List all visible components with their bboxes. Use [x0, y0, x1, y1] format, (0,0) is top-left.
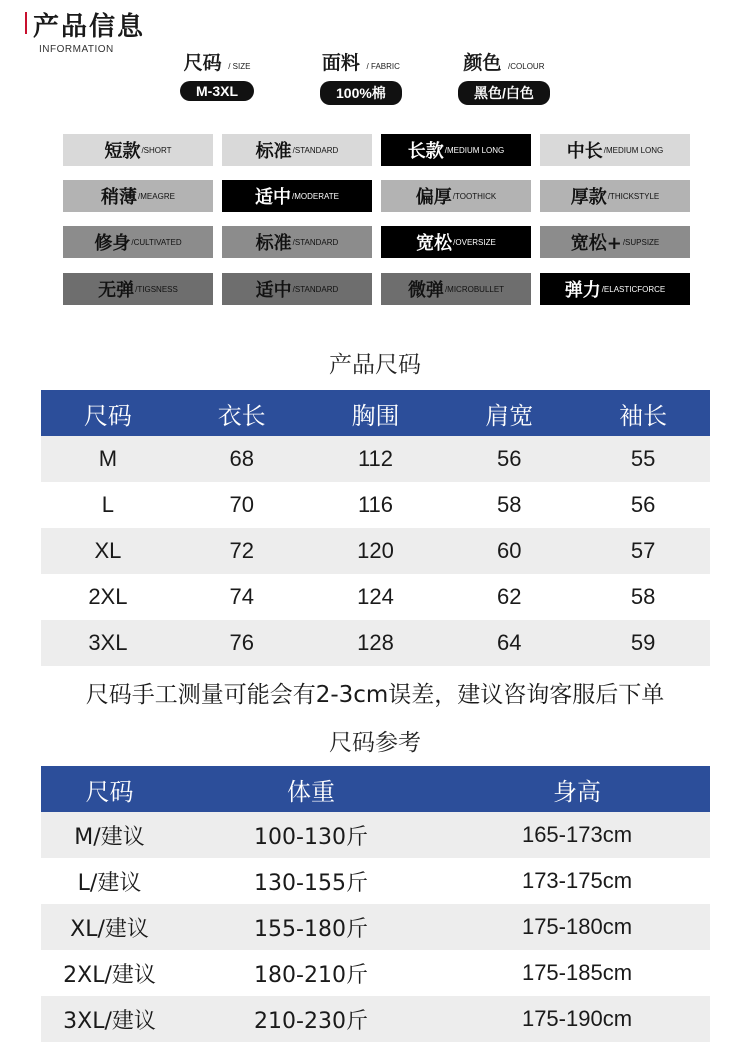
table-cell: 76: [175, 620, 309, 666]
table-cell: XL: [41, 528, 175, 574]
table-cell: 74: [229, 584, 254, 609]
attribute-cell: 长款 /MEDIUM LONG: [381, 134, 531, 166]
spec-fabric: [320, 48, 402, 105]
table-cell: 128: [309, 620, 443, 666]
attribute-cell: 宽松 /OVERSIZE: [381, 226, 531, 258]
table-cell: XL/建议: [41, 904, 178, 950]
spec-size: [180, 48, 254, 101]
table-cell: 210-230斤: [178, 996, 444, 1042]
attribute-cell: 适中 /MODERATE: [222, 180, 372, 212]
table-cell: 112: [309, 436, 443, 482]
attribute-row-thickness: [63, 180, 693, 212]
attribute-cell: 中长 /MEDIUM LONG: [540, 134, 690, 166]
table-cell: 68: [175, 436, 309, 482]
size-table-header-cell: 胸围: [309, 390, 443, 436]
table-row: [41, 950, 710, 996]
attribute-row-fit: [63, 226, 693, 258]
size-table-header-cell: 肩宽: [442, 390, 576, 436]
table-row: [41, 858, 710, 904]
ref-table-title: 尺码参考: [329, 730, 421, 756]
table-cell: 116: [357, 492, 394, 517]
attribute-cell: 标准 /STANDARD: [222, 226, 372, 258]
attribute-cell: 微弹 /MICROBULLET: [381, 273, 531, 305]
table-cell: 100-130斤: [178, 812, 444, 858]
table-cell: 175-190cm: [444, 996, 710, 1042]
attribute-cell: 短款 /SHORT: [63, 134, 213, 166]
size-table-header-cell: 衣长: [175, 390, 309, 436]
attribute-cell: 标准 /STANDARD: [222, 134, 372, 166]
ref-table-header-row: [41, 766, 710, 812]
header-accent-bar: [25, 12, 27, 34]
table-cell: 56: [630, 492, 656, 517]
table-cell: 130-155斤: [254, 870, 368, 896]
table-cell: 58: [630, 584, 656, 609]
size-table-header-cell: 尺码: [41, 390, 175, 436]
table-cell: 72: [175, 528, 309, 574]
table-cell: L/建议: [77, 870, 142, 896]
table-cell: 62: [497, 584, 522, 609]
table-cell: 165-173cm: [444, 812, 710, 858]
table-cell: 180-210斤: [254, 962, 368, 988]
attribute-cell: 偏厚 /TOOTHICK: [381, 180, 531, 212]
attribute-row-length: [63, 134, 693, 166]
table-row: [41, 996, 710, 1042]
table-cell: 3XL/建议: [41, 996, 178, 1042]
attribute-cell: 修身 /CULTIVATED: [63, 226, 213, 258]
table-cell: 175-180cm: [444, 904, 710, 950]
size-table-header-row: [41, 390, 710, 436]
attribute-cell: 厚款 /THICKSTYLE: [540, 180, 690, 212]
ref-table: [41, 766, 710, 1042]
table-cell: 120: [309, 528, 443, 574]
size-table-header-cell: 袖长: [576, 390, 710, 436]
table-cell: 155-180斤: [178, 904, 444, 950]
attribute-grid: [63, 134, 693, 319]
attribute-cell: 弹力 /ELASTICFORCE: [540, 273, 690, 305]
table-cell: 173-175cm: [521, 868, 633, 893]
table-cell: 64: [442, 620, 576, 666]
table-cell: L: [101, 492, 115, 517]
attribute-cell: 宽松+ /SUPSIZE: [540, 226, 690, 258]
attribute-row-elasticity: [63, 273, 693, 305]
table-cell: 3XL: [41, 620, 175, 666]
section-title: 产品信息: [33, 12, 146, 42]
table-cell: 55: [576, 436, 710, 482]
table-row: [41, 904, 710, 950]
table-row: [41, 482, 710, 528]
spec-colour-label: 颜色 /COLOUR: [463, 52, 545, 74]
attribute-cell: 稍薄 /MEAGRE: [63, 180, 213, 212]
table-cell: 59: [576, 620, 710, 666]
spec-colour-value: 黑色/白色: [458, 81, 550, 105]
table-cell: M: [41, 436, 175, 482]
table-cell: 70: [229, 492, 254, 517]
table-cell: 175-185cm: [521, 960, 633, 985]
spec-size-label: 尺码 / SIZE: [183, 52, 251, 74]
table-cell: 60: [442, 528, 576, 574]
spec-fabric-label: 面料 / FABRIC: [321, 52, 400, 74]
attribute-cell: 适中 /STANDARD: [222, 273, 372, 305]
table-cell: 57: [576, 528, 710, 574]
table-row: [41, 812, 710, 858]
table-cell: 124: [357, 584, 394, 609]
ref-table-header-cell: 身高: [444, 766, 710, 812]
size-table: [41, 390, 710, 666]
table-cell: M/建议: [41, 812, 178, 858]
section-subtitle: INFORMATION: [39, 44, 114, 55]
attribute-cell: 无弹 /TIGSNESS: [63, 273, 213, 305]
table-cell: 2XL/建议: [63, 962, 156, 988]
spec-fabric-value: 100%棉: [320, 81, 402, 105]
spec-colour: [458, 48, 550, 105]
spec-size-value: M-3XL: [180, 81, 254, 101]
table-cell: 2XL: [88, 584, 128, 609]
measurement-note: 尺码手工测量可能会有2-3cm误差，建议咨询客服后下单: [85, 682, 665, 708]
table-row: [41, 528, 710, 574]
ref-table-header-cell: 体重: [178, 766, 444, 812]
table-cell: 58: [497, 492, 522, 517]
size-table-title: 产品尺码: [329, 352, 421, 378]
table-row: [41, 574, 710, 620]
table-row: [41, 620, 710, 666]
table-row: [41, 436, 710, 482]
table-cell: 56: [442, 436, 576, 482]
ref-table-header-cell: 尺码: [41, 766, 178, 812]
